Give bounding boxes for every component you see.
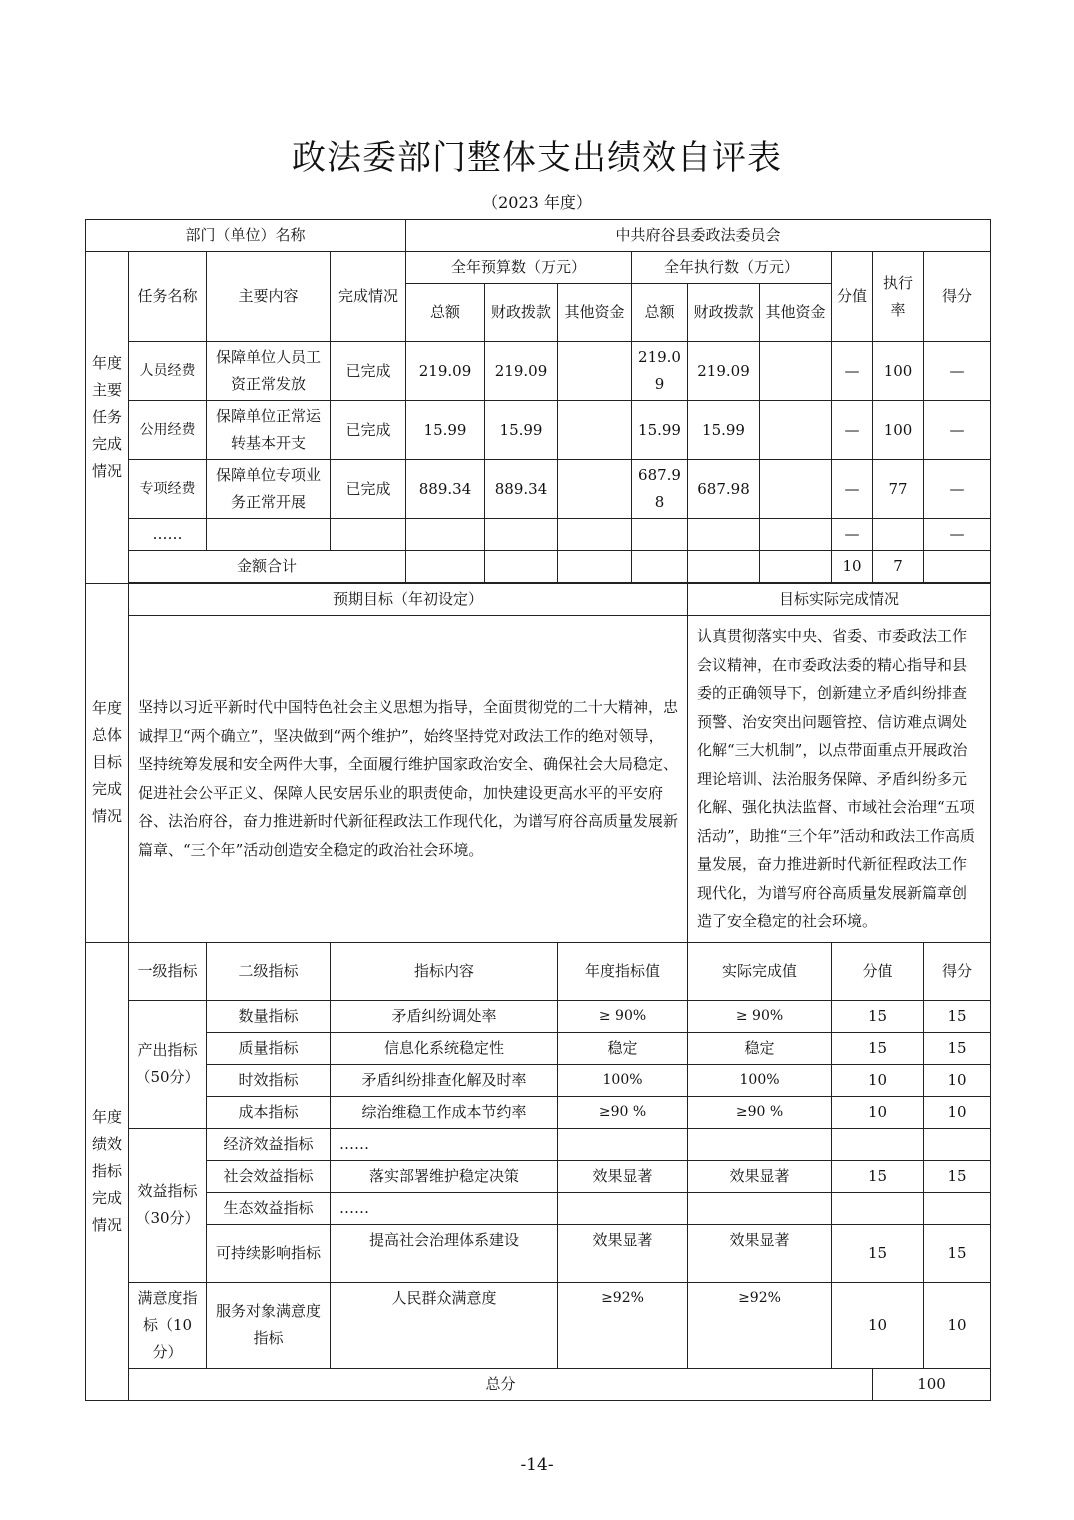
indicator-actual: ≥90 % [688,1096,832,1128]
indicator-actual: 100% [688,1064,832,1096]
task-status: 已完成 [331,460,406,519]
performance-table [85,219,991,1401]
col-l1: 一级指标 [129,942,207,1000]
indicator-content: 提高社会治理体系建设 [331,1224,558,1282]
indicator-content: …… [331,1128,558,1160]
actual-goal-text: 认真贯彻落实中央、省委、市委政法工作会议精神，在市委政法委的精心指导和县委的正确领导下，创新建立矛盾纠纷排查预警、治安突出问题管控、信访难点调处化解“三大机制”，以点带面重点开展政治理论培训、法治服务保障、矛盾纠纷多元化解、强化执法监督、市域社会治理“五项活动”，助推“三个年”活动和政法工作高质量发展，奋力推进新时代新征程政法工作现代化，为谱写府谷高质量发展新篇章创造了安全稳定的社会环境。 [688,616,991,943]
indicator-score: 15 [924,1032,991,1064]
indicator-value [832,1128,924,1160]
group-output: 产出指标（50分） [129,1000,207,1128]
indicator-value: 15 [832,1032,924,1064]
budget-other [558,460,632,519]
indicator-target: 效果显著 [558,1224,688,1282]
task-score: — [924,342,991,401]
indicator-target [558,1192,688,1224]
table-row [86,1000,991,1032]
budget-fiscal: 889.34 [485,460,558,519]
table-row [86,616,991,943]
exec-fiscal: 219.09 [688,342,760,401]
exec-fiscal [688,519,760,551]
table-row [86,460,991,519]
table-row [86,1096,991,1128]
indicator-target: ≥92% [558,1282,688,1368]
indicator-content: 矛盾纠纷调处率 [331,1000,558,1032]
exec-fiscal: 15.99 [688,401,760,460]
indicator-value: 10 [832,1064,924,1096]
indicator-value [832,1192,924,1224]
table-row [86,1192,991,1224]
indicator-l2: 经济效益指标 [207,1128,331,1160]
indicator-content: 人民群众满意度 [331,1282,558,1368]
indicator-score: 15 [924,1000,991,1032]
indicator-value: 15 [832,1224,924,1282]
indicator-score: 10 [924,1064,991,1096]
task-status [331,519,406,551]
table-row [86,401,991,460]
table-row [86,342,991,401]
task-name: …… [129,519,207,551]
task-name: 公用经费 [129,401,207,460]
task-content: 保障单位专项业务正常开展 [207,460,331,519]
total-row [86,1368,991,1400]
exec-other [760,342,832,401]
task-score: — [924,460,991,519]
indicator-target [558,1128,688,1160]
indicator-actual [688,1128,832,1160]
sum-row [86,551,991,583]
indicator-l2: 可持续影响指标 [207,1224,331,1282]
indicator-l2: 成本指标 [207,1096,331,1128]
task-content: 保障单位人员工资正常发放 [207,342,331,401]
indicator-target: ≥90 % [558,1096,688,1128]
table-row [86,1224,991,1282]
task-rate: 100 [873,401,924,460]
indicator-content: 落实部署维护稳定决策 [331,1160,558,1192]
group-benefit: 效益指标（30分） [129,1128,207,1282]
indicator-actual: 效果显著 [688,1160,832,1192]
sum-rate: 7 [873,551,924,583]
col-exec: 全年执行数（万元） [632,252,832,284]
budget-total [406,519,485,551]
task-score: — [924,401,991,460]
indicator-value: 10 [832,1282,924,1368]
indicator-actual: 稳定 [688,1032,832,1064]
budget-total: 889.34 [406,460,485,519]
table-row [86,942,991,1000]
col-score3: 得分 [924,942,991,1000]
indicator-score: 10 [924,1282,991,1368]
exec-other [760,401,832,460]
col-exec-total: 总额 [632,284,688,342]
exec-total: 687.98 [632,460,688,519]
task-content [207,519,331,551]
task-rate [873,519,924,551]
section3-side-label: 年度绩效指标完成情况 [86,942,129,1400]
task-rate: 100 [873,342,924,401]
col-budget-fiscal: 财政拨款 [485,284,558,342]
table-row [86,519,991,551]
indicator-actual [688,1192,832,1224]
sum-score [924,551,991,583]
col-l2: 二级指标 [207,942,331,1000]
budget-other [558,342,632,401]
col-score-value: 分值 [832,252,873,342]
col-exec-fiscal: 财政拨款 [688,284,760,342]
col-rate: 执行率 [873,252,924,342]
indicator-score [924,1128,991,1160]
col-budget: 全年预算数（万元） [406,252,632,284]
budget-fiscal: 219.09 [485,342,558,401]
col-target: 年度指标值 [558,942,688,1000]
col-score: 得分 [924,252,991,342]
indicator-actual: 效果显著 [688,1224,832,1282]
indicator-l2: 数量指标 [207,1000,331,1032]
budget-fiscal: 15.99 [485,401,558,460]
indicator-score: 15 [924,1224,991,1282]
indicator-actual: ≥ 90% [688,1000,832,1032]
exec-total: 219.09 [632,342,688,401]
dept-label: 部门（单位）名称 [86,220,406,252]
sum-label: 金额合计 [129,551,406,583]
task-status: 已完成 [331,401,406,460]
expected-goal-text: 坚持以习近平新时代中国特色社会主义思想为指导，全面贯彻党的二十大精神，忠诚捍卫“两个确立”，坚决做到“两个维护”，始终坚持党对政法工作的绝对领导，坚持统筹发展和安全两件大事，全面履行维护国家政治安全、确保社会大局稳定、促进社会公平正义、保障人民安居乐业的职责使命，加快建设更高水平的平安府谷、法治府谷，奋力推进新时代新征程政法工作现代化，为谱写府谷高质量发展新篇章、“三个年”活动创造安全稳定的政治社会环境。 [129,616,688,943]
budget-total: 219.09 [406,342,485,401]
page-number: -14- [520,1455,554,1475]
indicator-target: 效果显著 [558,1160,688,1192]
budget-total: 15.99 [406,401,485,460]
section1-side-label: 年度主要任务完成情况 [86,252,129,584]
exec-fiscal: 687.98 [688,460,760,519]
indicator-target: 100% [558,1064,688,1096]
task-value: — [832,460,873,519]
col-exec-other: 其他资金 [760,284,832,342]
indicator-l2: 生态效益指标 [207,1192,331,1224]
page-title: 政法委部门整体支出绩效自评表 [292,138,782,178]
col-budget-total: 总额 [406,284,485,342]
indicator-target: ≥ 90% [558,1000,688,1032]
table-row [86,1128,991,1160]
indicator-value: 15 [832,1160,924,1192]
indicator-value: 10 [832,1096,924,1128]
exec-other [760,519,832,551]
indicator-content: 矛盾纠纷排查化解及时率 [331,1064,558,1096]
task-value: — [832,401,873,460]
indicator-l2: 时效指标 [207,1064,331,1096]
indicator-score: 15 [924,1160,991,1192]
task-content: 保障单位正常运转基本开支 [207,401,331,460]
indicator-score: 10 [924,1096,991,1128]
col-status: 完成情况 [331,252,406,342]
indicator-actual: ≥92% [688,1282,832,1368]
col-task-name: 任务名称 [129,252,207,342]
table-row [86,1282,991,1368]
col-value: 分值 [832,942,924,1000]
exec-other [760,460,832,519]
group-satisfaction: 满意度指标（10分） [129,1282,207,1368]
col-budget-other: 其他资金 [558,284,632,342]
total-label: 总分 [129,1368,873,1400]
task-score: — [924,519,991,551]
dept-row [86,220,991,252]
table-row [86,1160,991,1192]
section2-side-label: 年度总体目标完成情况 [86,584,129,943]
indicator-content: 信息化系统稳定性 [331,1032,558,1064]
budget-fiscal [485,519,558,551]
table-row [86,1064,991,1096]
report-year: （2023 年度） [482,193,592,212]
indicator-l2: 质量指标 [207,1032,331,1064]
col-main-content: 主要内容 [207,252,331,342]
indicator-l2: 社会效益指标 [207,1160,331,1192]
indicator-value: 15 [832,1000,924,1032]
table-row [86,252,991,284]
actual-goal-label: 目标实际完成情况 [688,584,991,616]
table-row [86,1032,991,1064]
indicator-content: 综治维稳工作成本节约率 [331,1096,558,1128]
budget-other [558,401,632,460]
table-row [86,584,991,616]
budget-other [558,519,632,551]
exec-total [632,519,688,551]
indicator-score [924,1192,991,1224]
task-name: 人员经费 [129,342,207,401]
indicator-l2: 服务对象满意度指标 [207,1282,331,1368]
task-status: 已完成 [331,342,406,401]
indicator-target: 稳定 [558,1032,688,1064]
task-value: — [832,519,873,551]
dept-value: 中共府谷县委政法委员会 [406,220,991,252]
exec-total: 15.99 [632,401,688,460]
task-value: — [832,342,873,401]
total-value: 100 [873,1368,991,1400]
col-actual: 实际完成值 [688,942,832,1000]
expected-goal-label: 预期目标（年初设定） [129,584,688,616]
task-rate: 77 [873,460,924,519]
indicator-content: …… [331,1192,558,1224]
sum-value: 10 [832,551,873,583]
task-name: 专项经费 [129,460,207,519]
col-indicator-content: 指标内容 [331,942,558,1000]
